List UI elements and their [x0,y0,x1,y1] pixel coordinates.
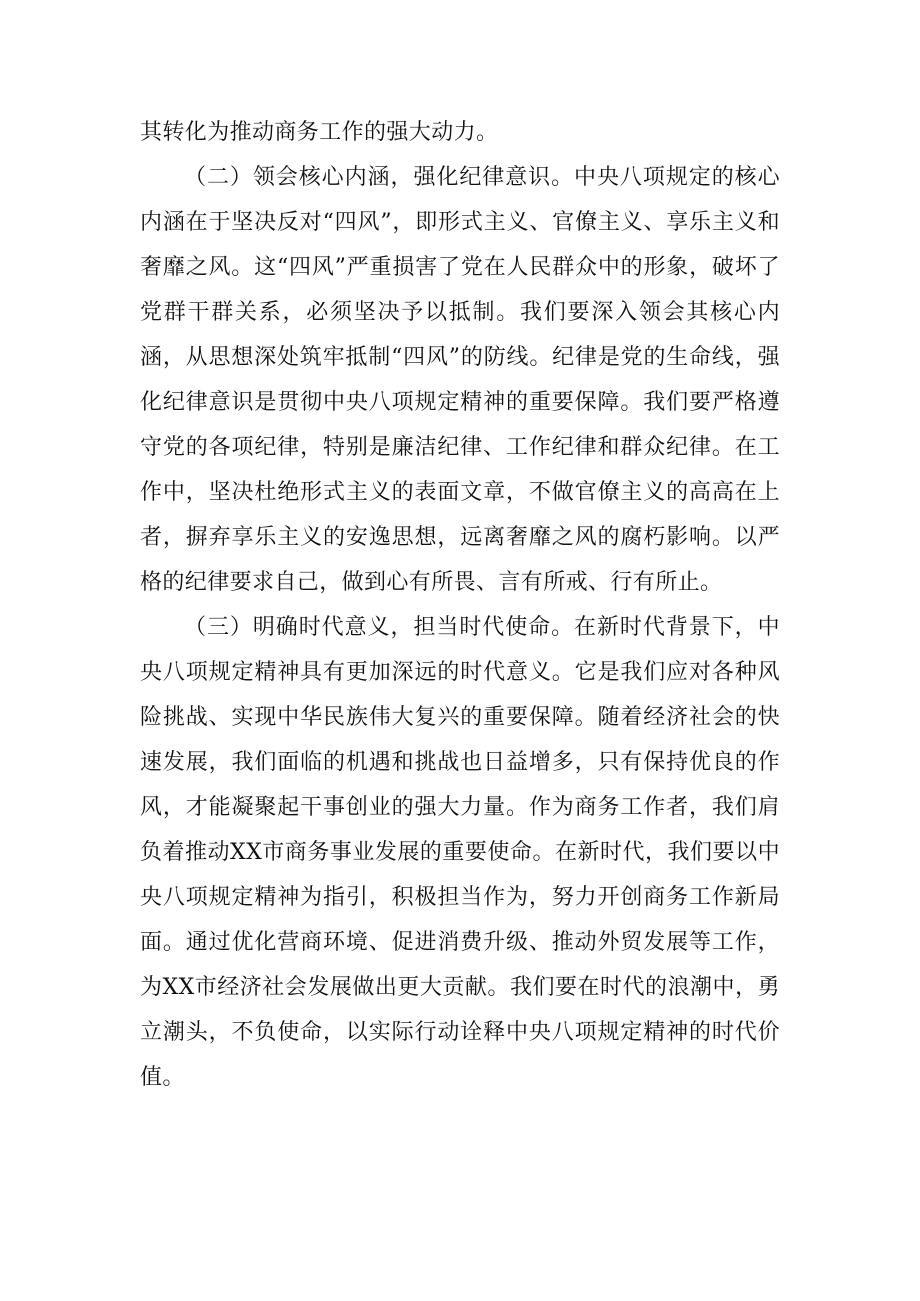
paragraph-section-2: （二）领会核心内涵，强化纪律意识。中央八项规定的核心内涵在于坚决反对“四风”，即形式主义、官僚主义、享乐主义和奢靡之风。这“四风”严重损害了党在人民群众中的形象，破坏了党群干群关系，必须坚决予以抵制。我们要深入领会其核心内涵，从思想深处筑牢抵制“四风”的防线。纪律是党的生命线，强化纪律意识是贯彻中央八项规定精神的重要保障。我们要严格遵守党的各项纪律，特别是廉洁纪律、工作纪律和群众纪律。在工作中，坚决杜绝形式主义的表面文章，不做官僚主义的高高在上者，摒弃享乐主义的安逸思想，远离奢靡之风的腐朽影响。以严格的纪律要求自己，做到心有所畏、言有所戒、行有所止。 [140,165,780,595]
paragraph-continuation: 其转化为推动商务工作的强大动力。 [140,120,499,145]
paragraph-section-3: （三）明确时代意义，担当时代使命。在新时代背景下，中央八项规定精神具有更加深远的时代意义。它是我们应对各种风险挑战、实现中华民族伟大复兴的重要保障。随着经济社会的快速发展，我们面临的机遇和挑战也日益增多，只有保持优良的作风，才能凝聚起干事创业的强大力量。作为商务工作者，我们肩负着推动XX市商务事业发展的重要使命。在新时代，我们要以中央八项规定精神为指引，积极担当作为，努力开创商务工作新局面。通过优化营商环境、促进消费升级、推动外贸发展等工作，为XX市经济社会发展做出更大贡献。我们要在时代的浪潮中，勇立潮头，不负使命，以实际行动诠释中央八项规定精神的时代价值。 [140,615,780,1090]
document-body [140,110,780,1100]
